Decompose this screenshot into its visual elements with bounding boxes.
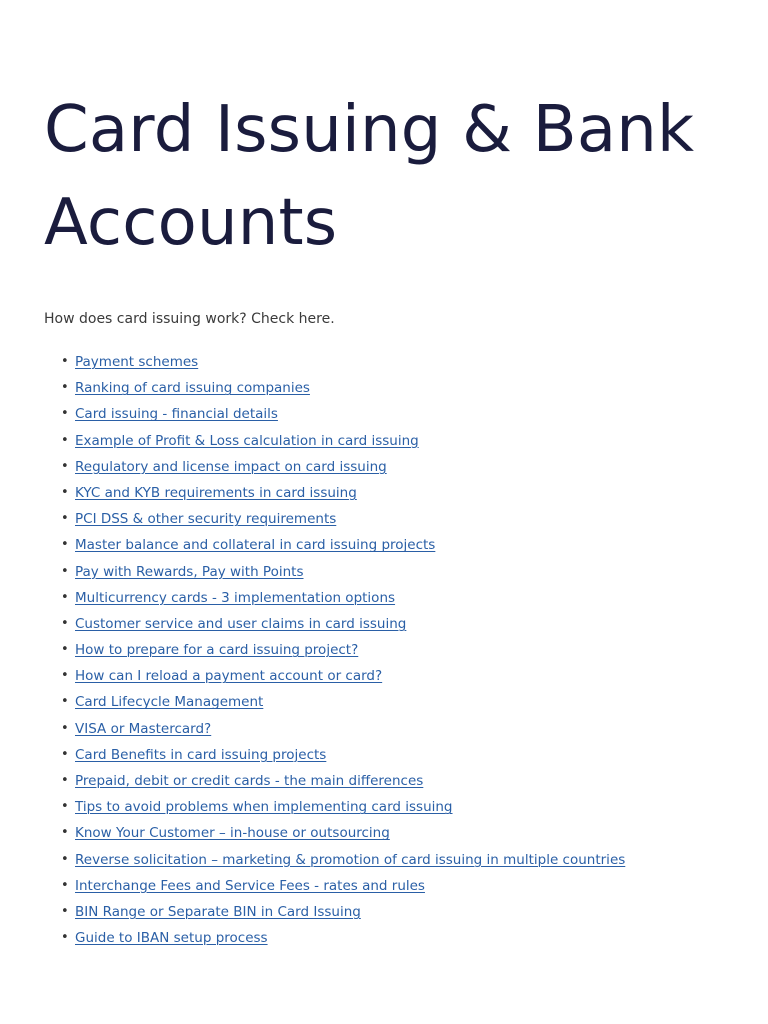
page-title: Card Issuing & Bank Accounts xyxy=(44,93,695,260)
bullet-icon: • xyxy=(61,537,69,553)
list-item xyxy=(44,745,728,771)
list-item xyxy=(44,928,728,954)
list-item xyxy=(44,876,728,902)
bullet-icon: • xyxy=(61,877,69,893)
article-link[interactable]: How can I reload a payment account or card? xyxy=(75,668,383,685)
article-link[interactable]: PCI DSS & other security requirements xyxy=(75,511,337,528)
bullet-icon: • xyxy=(61,851,69,867)
bullet-icon: • xyxy=(61,720,69,736)
list-item xyxy=(44,902,728,928)
intro-text: How does card issuing work? Check here. xyxy=(44,311,335,327)
list-item xyxy=(44,378,728,404)
bullet-icon: • xyxy=(61,458,69,474)
list-item xyxy=(44,431,728,457)
bullet-icon: • xyxy=(61,406,69,422)
bullet-icon: • xyxy=(61,511,69,527)
bullet-icon: • xyxy=(61,354,69,369)
article-link[interactable]: How to prepare for a card issuing project? xyxy=(75,642,359,659)
article-link[interactable]: Ranking of card issuing companies xyxy=(75,380,310,397)
article-link[interactable]: Customer service and user claims in card issuing xyxy=(75,615,407,632)
article-link[interactable]: Pay with Rewards, Pay with Points xyxy=(75,563,304,580)
bullet-icon: • xyxy=(61,563,69,579)
article-link-list xyxy=(44,352,728,954)
article-link[interactable]: Card Benefits in card issuing projects xyxy=(75,746,327,763)
article-link[interactable]: VISA or Mastercard? xyxy=(75,720,212,737)
bullet-icon: • xyxy=(61,799,69,815)
bullet-icon: • xyxy=(61,930,69,946)
list-item xyxy=(44,850,728,876)
bullet-icon: • xyxy=(61,694,69,710)
article-link[interactable]: BIN Range or Separate BIN in Card Issuing xyxy=(75,903,361,920)
article-link[interactable]: Master balance and collateral in card issuing projects xyxy=(75,537,436,554)
article-link[interactable]: Tips to avoid problems when implementing card issuing xyxy=(75,799,453,816)
bullet-icon: • xyxy=(61,773,69,788)
list-item xyxy=(44,797,728,823)
article-link[interactable]: Multicurrency cards - 3 implementation options xyxy=(75,589,396,606)
bullet-icon: • xyxy=(61,825,69,841)
bullet-icon: • xyxy=(61,746,69,762)
list-item xyxy=(44,666,728,692)
bullet-icon: • xyxy=(61,380,69,396)
list-item xyxy=(44,588,728,614)
list-item xyxy=(44,562,728,588)
list-item xyxy=(44,457,728,483)
article-link[interactable]: Payment schemes xyxy=(75,354,199,370)
bullet-icon: • xyxy=(61,432,69,448)
list-item xyxy=(44,509,728,535)
bullet-icon: • xyxy=(61,903,69,919)
article-link[interactable]: KYC and KYB requirements in card issuing xyxy=(75,484,357,501)
article-link[interactable]: Know Your Customer – in-house or outsourcing xyxy=(75,825,390,842)
bullet-icon: • xyxy=(61,642,69,658)
article-link[interactable]: Card Lifecycle Management xyxy=(75,694,264,711)
article-link[interactable]: Example of Profit & Loss calculation in card issuing xyxy=(75,432,419,449)
bullet-icon: • xyxy=(61,484,69,500)
article-link[interactable]: Regulatory and license impact on card issuing xyxy=(75,458,387,475)
list-item xyxy=(44,614,728,640)
article-link[interactable]: Card issuing - financial details xyxy=(75,406,278,423)
article-link[interactable]: Prepaid, debit or credit cards - the main differences xyxy=(75,773,424,789)
list-item xyxy=(44,771,728,797)
article-link[interactable]: Reverse solicitation – marketing & promotion of card issuing in multiple countries xyxy=(75,851,626,868)
bullet-icon: • xyxy=(61,668,69,684)
list-item xyxy=(44,640,728,666)
article-link[interactable]: Interchange Fees and Service Fees - rates and rules xyxy=(75,877,425,894)
bullet-icon: • xyxy=(61,615,69,631)
article-link[interactable]: Guide to IBAN setup process xyxy=(75,930,268,947)
list-item xyxy=(44,404,728,430)
list-item xyxy=(44,692,728,718)
list-item xyxy=(44,719,728,745)
bullet-icon: • xyxy=(61,589,69,605)
list-item xyxy=(44,535,728,561)
list-item xyxy=(44,352,728,378)
list-item xyxy=(44,483,728,509)
list-item xyxy=(44,823,728,849)
